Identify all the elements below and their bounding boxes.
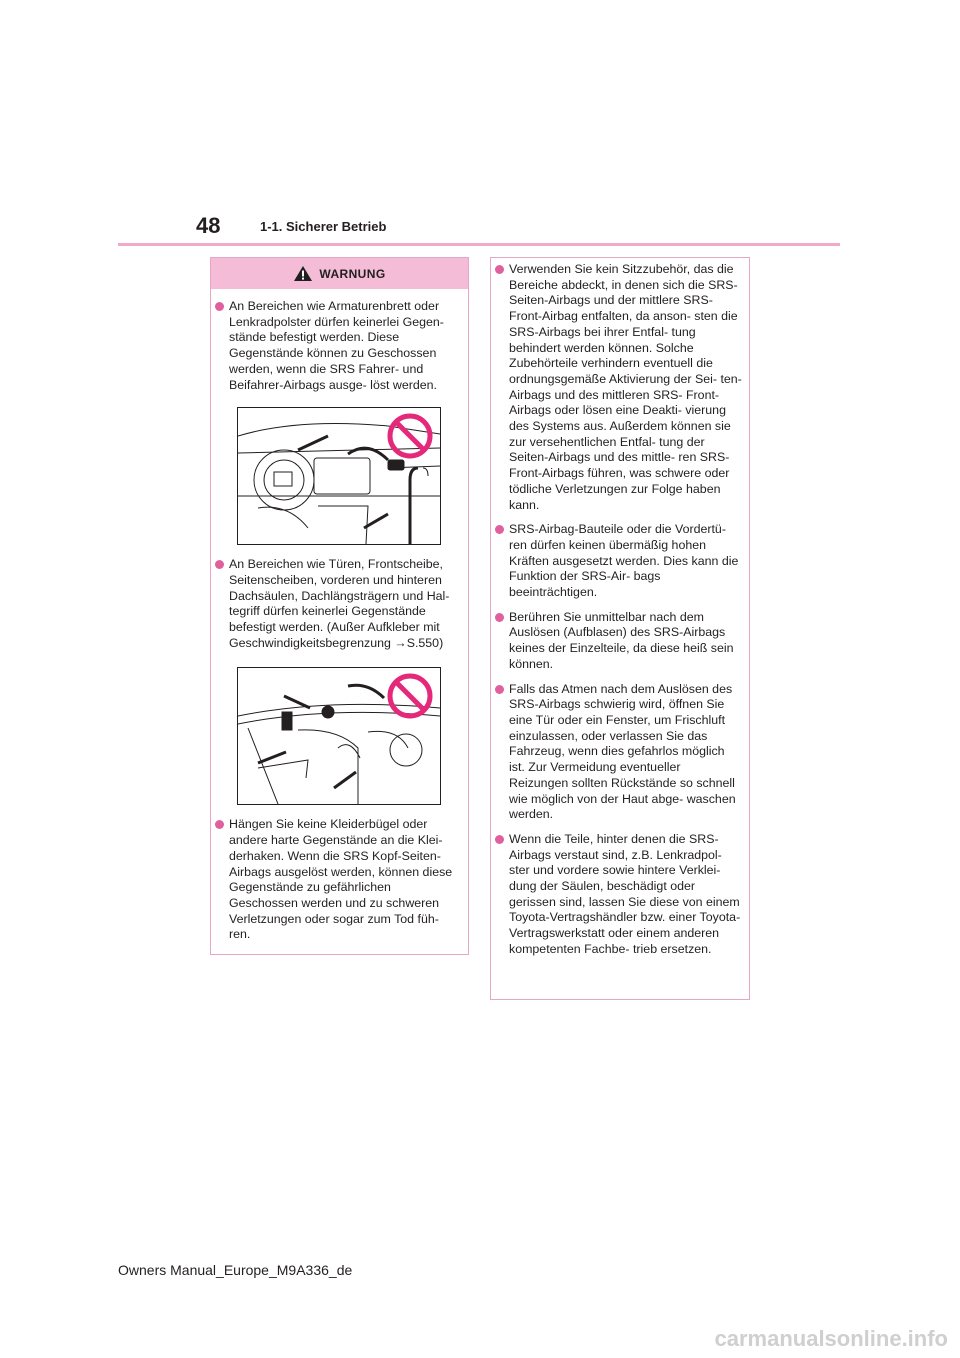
warning-item: Wenn die Teile, hinter denen die SRS- Airbags verstaut sind, z.B. Lenkradpol- ster und vordere sowie hintere Verklei- dung der Säulen, beschädigt oder gerissen sind, lassen Sie diese von einem Toyota-Vertragshändler bzw. einer Toyota-Vertragswerkstatt oder einem anderen kompetenten Fachbe- trieb ersetzen. [491,832,743,958]
watermark: carmanualsonline.info [714,1326,948,1351]
warning-item: An Bereichen wie Türen, Frontscheibe, Seitenscheiben, vorderen und hinteren Dachsäulen, Dachlängsträgern und Hal- tegriff dürfen keinerlei Gegenstände befestigt werden. (Außer Aufkleber mit Geschwindigkeitsbegrenzung →S.550) [211,557,462,651]
warning-item: Verwenden Sie kein Sitzzubehör, das die Bereiche abdeckt, in denen sich die SRS-Seiten-Airbags und der mittlere SRS-Front-Airbag entfalten, da anson- sten die SRS-Airbags bei ihrer Entfal- tung behindert werden können. Solche Zubehörteile verhindern eventuell die ordnungsgemäße Aktivierung der Sei- ten-Airbags und des mittleren SRS- Front-Airbags oder lösen eine Deakti- vierung des Systems aus. Außerdem können sie zur versehentlichen Entfal- tung der Seiten-Airbags und des mittle- ren SRS-Front-Airbags führen, was schwere oder tödliche Verletzungen zur Folge haben kann. [491,262,743,513]
interior-illustration [237,667,441,805]
bullet-icon [495,613,504,622]
warning-item: Berühren Sie unmittelbar nach dem Auslösen (Aufblasen) des SRS-Airbags keines der Einzelteile, da diese heiß sein können. [491,610,743,673]
bullet-icon [495,835,504,844]
warning-box-right [490,257,750,1000]
prohibition-icon [386,672,434,720]
warning-box-left [210,257,469,955]
header-rule [118,243,840,246]
footer-text: Owners Manual_Europe_M9A336_de [118,1262,353,1278]
warning-title: WARNUNG [319,266,386,281]
warning-item: Falls das Atmen nach dem Auslösen des SRS-Airbags schwierig wird, öffnen Sie eine Tür oder ein Fenster, um Frischluft einzulassen, oder verlassen Sie das Fahrzeug, wenn dies gefahrlos möglich ist. Zur Vermeidung eventueller Reizungen sollten Rückstände so schnell wie möglich von der Haut abge- waschen werden. [491,682,743,823]
bullet-icon [215,560,224,569]
section-title: 1-1. Sicherer Betrieb [260,219,387,234]
bullet-icon [495,525,504,534]
warning-item: Hängen Sie keine Kleiderbügel oder andere harte Gegenstände an die Klei- derhaken. Wenn die SRS Kopf-Seiten- Airbags ausgelöst werden, können diese Gegenstände zu gefährlichen Geschossen werden und zu schweren Verletzungen oder sogar zum Tod füh- ren. [211,817,462,943]
bullet-icon [215,820,224,829]
warning-triangle-icon [293,265,313,282]
warning-item: SRS-Airbag-Bauteile oder die Vordertü- ren dürfen keinen übermäßig hohen Kräften ausgesetzt werden. Dies kann die Funktion der SRS-Air- bags beeinträchtigen. [491,522,743,601]
warning-header [211,258,468,289]
warning-item: An Bereichen wie Armaturenbrett oder Lenkradpolster dürfen keinerlei Gegen- stände befestigt werden. Diese Gegenstände können zu Geschossen werden, wenn die SRS Fahrer- und Beifahrer-Airbags ausge- löst werden. [211,299,462,393]
prohibition-icon [386,412,434,460]
bullet-icon [495,685,504,694]
bullet-icon [215,302,224,311]
page-number: 48 [196,213,221,238]
dashboard-illustration [237,407,441,545]
bullet-icon [495,265,504,274]
